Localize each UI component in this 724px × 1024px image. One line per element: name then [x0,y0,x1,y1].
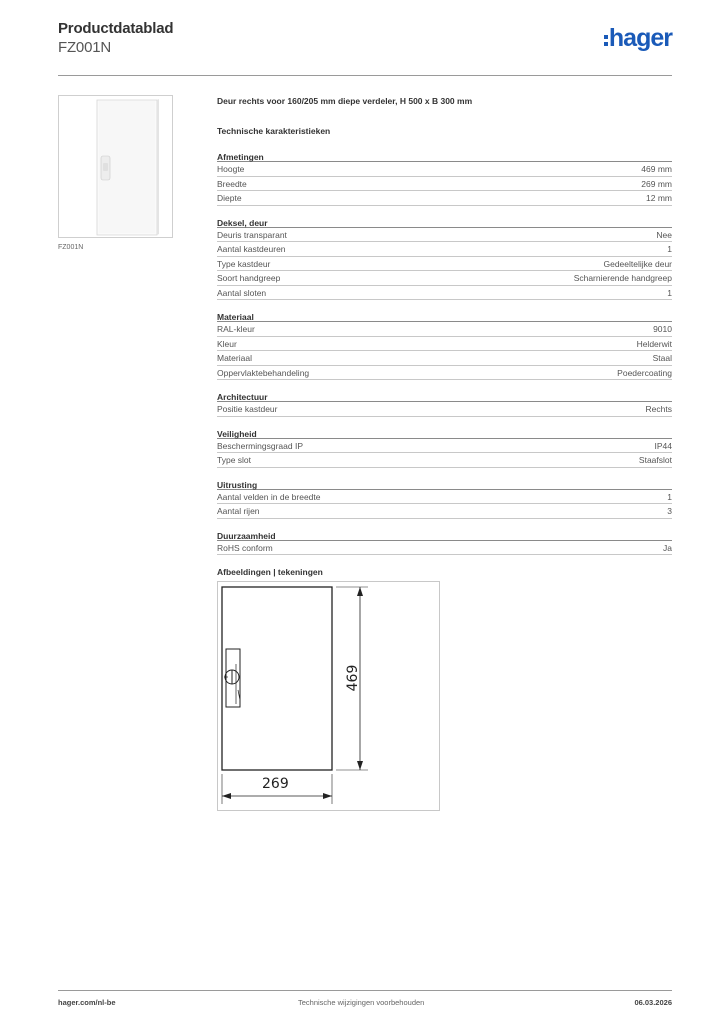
footer-notice: Technische wijzigingen voorbehouden [298,998,425,1007]
spec-value: Ja [663,542,672,553]
spec-value: Nee [656,229,672,240]
spec-value: Staal [652,353,672,363]
spec-value: 1 [667,287,672,298]
spec-group [217,152,672,206]
spec-group [217,312,672,380]
spec-value: Poedercoating [617,367,672,378]
product-image [58,95,173,238]
spec-value: 9010 [653,324,672,334]
spec-label: Type slot [217,455,252,465]
spec-groups [217,152,672,555]
spec-label: Diepte [217,193,242,203]
spec-value: 3 [667,506,672,516]
spec-row [217,228,672,243]
spec-group-title: Deksel, deur [217,218,672,228]
footer-website-link[interactable]: hager.com/nl-be [58,998,116,1007]
spec-group [217,429,672,468]
spec-group-title: Uitrusting [217,480,672,490]
height-dimension-label: 469 [345,664,361,692]
spec-group [217,480,672,519]
spec-label: RoHS conform [217,542,273,553]
spec-group-title: Duurzaamheid [217,531,672,541]
spec-row [217,351,672,366]
spec-row [217,322,672,337]
spec-row [217,242,672,257]
spec-row [217,453,672,468]
spec-label: Kleur [217,338,237,349]
footer-date: 06.03.2026 [634,998,672,1007]
spec-row [217,541,672,556]
spec-label: Aantal kastdeuren [217,244,286,254]
spec-row [217,177,672,192]
spec-row [217,286,672,301]
width-dimension-label: 269 [262,776,289,792]
handle-outline [226,649,240,707]
spec-group-title: Materiaal [217,312,672,322]
spec-group-title: Afmetingen [217,152,672,162]
spec-row [217,257,672,272]
product-code: FZ001N [58,39,111,56]
header-divider [58,75,672,76]
spec-label: RAL-kleur [217,324,255,334]
spec-value: Helderwit [636,338,672,349]
drawings-heading: Afbeeldingen | tekeningen [217,567,323,577]
spec-label: Aantal velden in de breedte [217,491,321,502]
spec-row [217,366,672,381]
spec-value: IP44 [654,440,672,451]
product-description: Deur rechts voor 160/205 mm diepe verdeler, H 500 x B 300 mm [217,96,473,106]
spec-value: 269 mm [641,178,672,189]
technical-drawing [217,581,440,811]
spec-value: 1 [667,491,672,502]
spec-value: 469 mm [641,164,672,174]
spec-label: Deuris transparant [217,229,287,240]
spec-row [217,337,672,352]
spec-row [217,504,672,519]
spec-label: Soort handgreep [217,273,281,283]
spec-group [217,392,672,417]
spec-label: Hoogte [217,164,245,174]
spec-row [217,439,672,454]
spec-label: Beschermingsgraad IP [217,440,303,451]
spec-row [217,402,672,417]
product-specs [217,96,672,811]
spec-value: Scharnierende handgreep [573,273,672,283]
document-title: Productdatablad [58,20,174,37]
spec-row [217,191,672,206]
spec-label: Positie kastdeur [217,404,278,414]
spec-value: Rechts [645,404,672,414]
logo-dots-icon [604,35,608,46]
tech-heading: Technische karakteristieken [217,126,331,136]
page-header [58,20,672,70]
spec-group [217,531,672,556]
spec-value: 12 mm [646,193,672,203]
spec-group-title: Architectuur [217,392,672,402]
spec-value: 1 [667,244,672,254]
spec-value: Gedeeltelijke deur [603,258,672,269]
product-image-caption: FZ001N [58,244,84,251]
spec-group [217,218,672,301]
spec-value: Staafslot [638,455,672,465]
footer-divider [58,990,672,991]
spec-label: Oppervlaktebehandeling [217,367,310,378]
hager-logo [604,26,672,51]
spec-row [217,490,672,505]
spec-row [217,271,672,286]
spec-label: Breedte [217,178,247,189]
spec-label: Materiaal [217,353,252,363]
spec-group-title: Veiligheid [217,429,672,439]
spec-label: Type kastdeur [217,258,271,269]
logo-text: hager [608,24,672,52]
spec-label: Aantal rijen [217,506,260,516]
spec-label: Aantal sloten [217,287,267,298]
spec-row [217,162,672,177]
